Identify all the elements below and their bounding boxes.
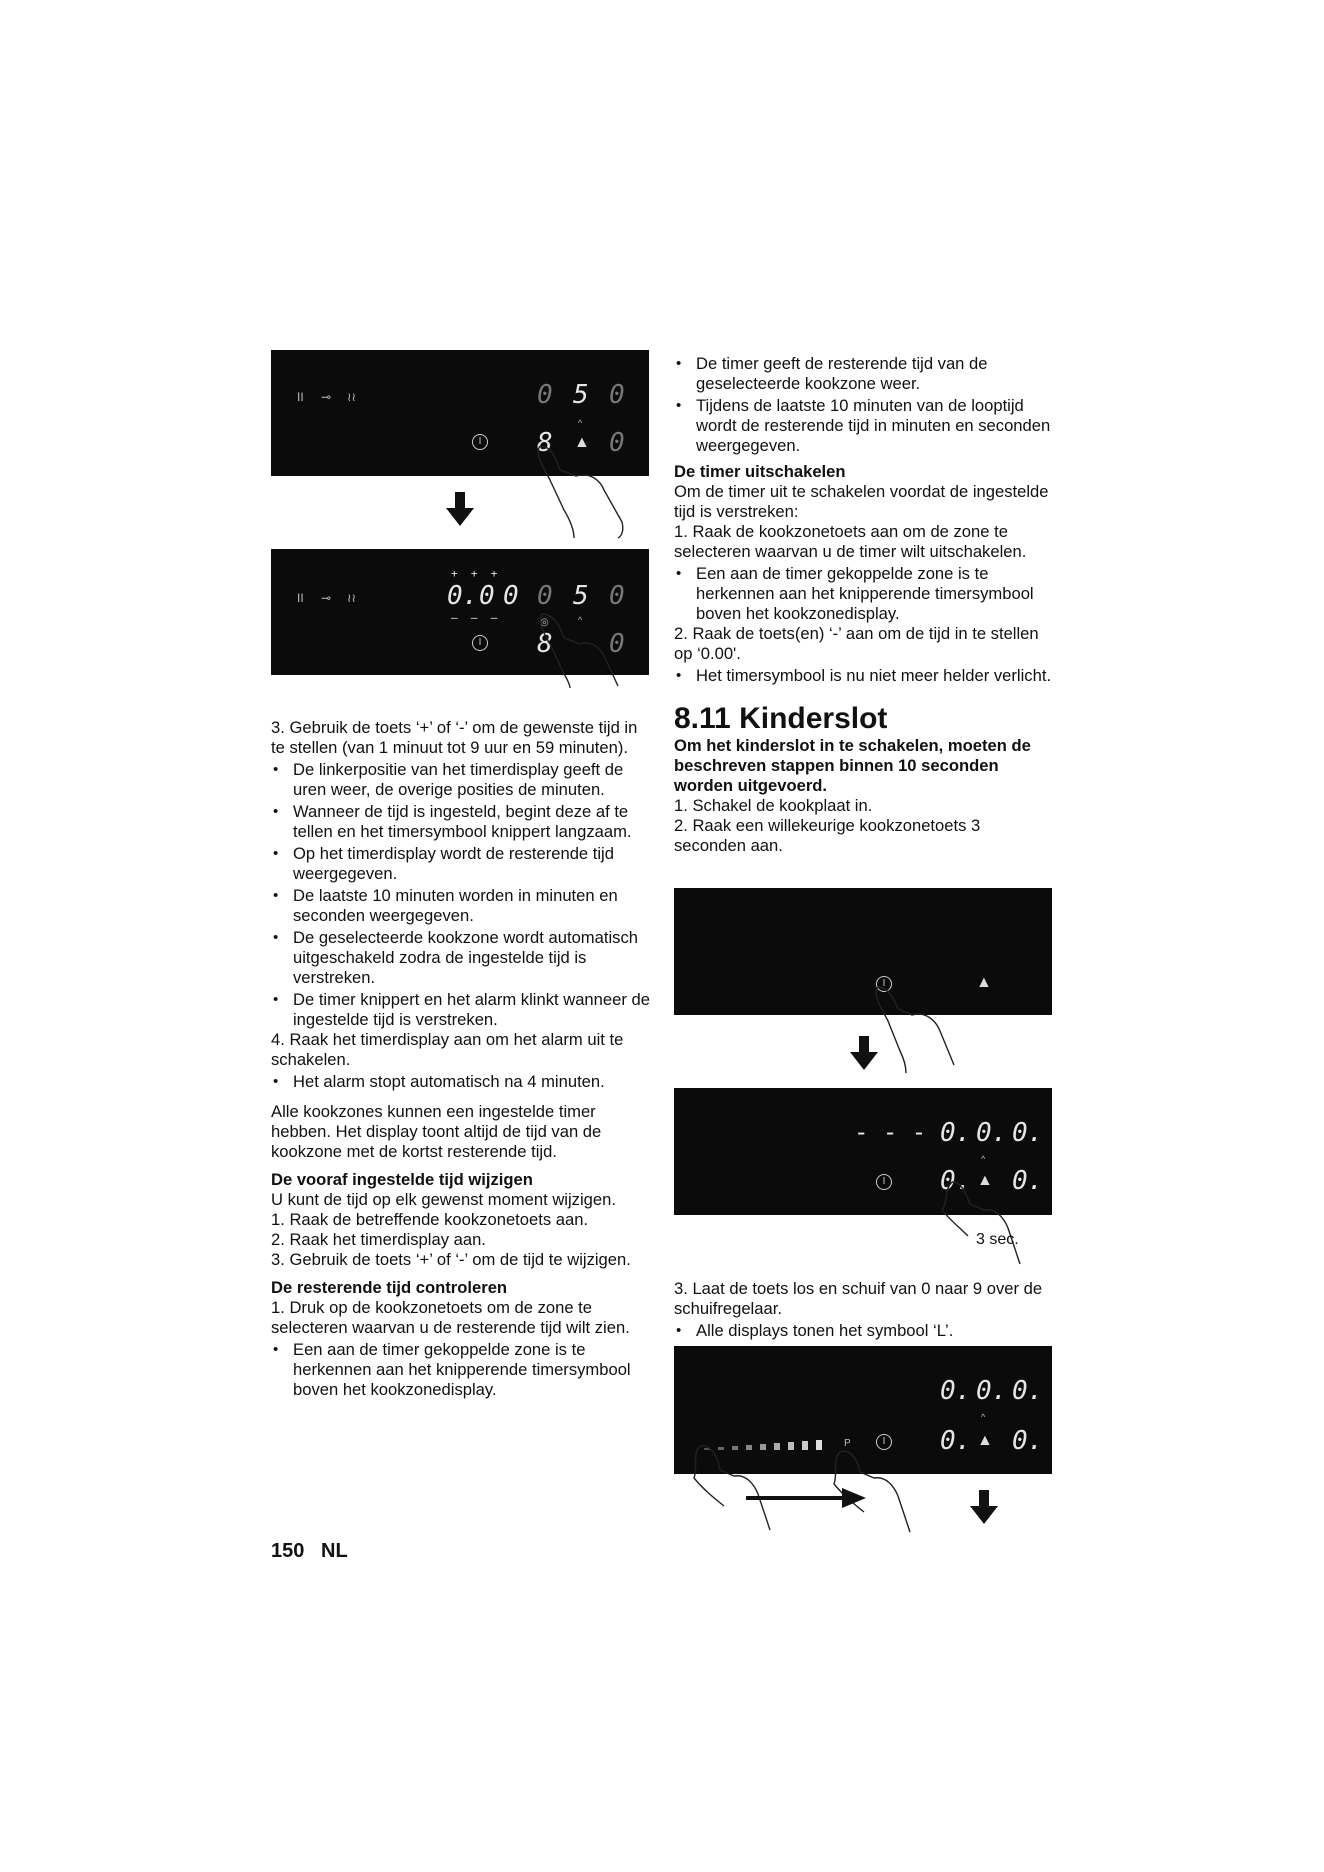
timer-bell-icon[interactable]: ▲ — [574, 434, 590, 451]
section-title: 8.11 Kinderslot — [674, 702, 888, 735]
hold-duration-label: 3 sec. — [976, 1231, 1019, 1248]
slider-end-label: P — [844, 1438, 851, 1449]
step: 2. Raak een willekeurige kookzonetoets 3 seconden aan. — [674, 816, 981, 855]
timer-digit: 0. — [447, 581, 479, 611]
display-digit: 5 — [573, 581, 589, 611]
figure-hob-on — [674, 888, 1052, 1015]
right-column — [674, 352, 1054, 856]
step: 1. Druk op de kookzonetoets om de zone te selecteren waarvan u de resterende tijd wilt zien. — [271, 1298, 630, 1337]
timer-bell-icon: ▲ — [977, 1172, 993, 1189]
left-column — [271, 718, 653, 1400]
zone-digit[interactable]: 8 — [537, 629, 553, 659]
display-digit: 0 — [609, 380, 625, 410]
zone-digit[interactable]: 8 — [537, 428, 553, 458]
key-icon: ⊸ — [321, 390, 332, 404]
pause-icon: II — [297, 390, 304, 404]
timer-bell-icon: ▲ — [976, 974, 992, 991]
display-digit: 0 — [537, 581, 553, 611]
caret-icon: ^ — [981, 1154, 986, 1164]
step-3: 3. Gebruik de toets ‘+’ of ‘-’ om de gewenste tijd in te stellen (van 1 minuut tot 9 uur en 59 minuten). — [271, 718, 638, 757]
list-item: • De geselecteerde kookzone wordt automatisch uitgeschakeld zodra de ingestelde tijd is verstreken. — [271, 928, 653, 988]
display-digit: 5 — [573, 380, 589, 410]
timer-digit: 0 — [479, 581, 495, 611]
list-item: • Alle displays tonen het symbool ‘L’. — [674, 1321, 1054, 1341]
page-footer — [271, 1540, 348, 1563]
caret-icon: ^ — [578, 615, 583, 625]
caret-icon: ^ — [578, 418, 583, 428]
display-digit: 0. — [1012, 1118, 1044, 1148]
down-arrow-icon — [446, 492, 474, 528]
step: 1. Raak de kookzonetoets aan om de zone te selecteren waarvan u de timer wilt uitschakelen. — [674, 522, 1027, 561]
caret-icon: ^ — [981, 1412, 986, 1422]
step-3-lock: 3. Laat de toets los en schuif van 0 naar 9 over de schuifregelaar. — [674, 1279, 1043, 1318]
list-item: • Wanneer de tijd is ingesteld, begint deze af te tellen en het timersymbool knippert langzaam. — [271, 802, 653, 842]
list-item: • De linkerpositie van het timerdisplay geeft de uren weer, de overige posities de minuten. — [271, 760, 653, 800]
down-arrow-icon — [970, 1490, 998, 1526]
display-digit: 0 — [609, 428, 625, 458]
language-code: NL — [321, 1540, 348, 1562]
right-column-lower — [674, 1279, 1054, 1341]
display-digit: 0. — [1012, 1376, 1044, 1406]
subheading-check-time: De resterende tijd controleren — [271, 1278, 508, 1297]
list-item: • Het alarm stopt automatisch na 4 minuten. — [271, 1072, 653, 1092]
section-intro: Om het kinderslot in te schakelen, moeten de beschreven stappen binnen 10 seconden worden uitgevoerd. — [674, 736, 1031, 795]
power-icon[interactable]: I — [876, 976, 892, 992]
hand-icon — [534, 610, 644, 690]
hand-icon — [938, 1180, 1038, 1270]
subheading-timer-off: De timer uitschakelen — [674, 462, 846, 481]
timer-digit: 0 — [503, 581, 519, 611]
key-icon: ⊸ — [321, 591, 332, 605]
hand-icon — [530, 440, 640, 540]
heat-icon: ≀≀ — [347, 591, 356, 605]
display-digit: 0. — [940, 1118, 972, 1148]
display-digit: 0 — [609, 629, 625, 659]
power-icon[interactable]: I — [876, 1434, 892, 1450]
display-digit: 0 — [537, 380, 553, 410]
page-number: 150 — [271, 1540, 305, 1562]
list-item: • De timer geeft de resterende tijd van de geselecteerde kookzone weer. — [674, 354, 1054, 394]
zone-digit[interactable]: 0. — [940, 1166, 972, 1196]
display-digit: 0. — [1012, 1426, 1044, 1456]
power-icon[interactable]: I — [472, 635, 488, 651]
list-item: • Tijdens de laatste 10 minuten van de looptijd wordt de resterende tijd in minuten en seconden weergegeven. — [674, 396, 1054, 456]
paragraph: U kunt de tijd op elk gewenst moment wijzigen. — [271, 1190, 616, 1209]
display-digit: 0. — [976, 1118, 1008, 1148]
paragraph: Om de timer uit te schakelen voordat de ingestelde tijd is verstreken: — [674, 482, 1049, 521]
step: 3. Gebruik de toets ‘+’ of ‘-’ om de tijd te wijzigen. — [271, 1250, 631, 1269]
down-arrow-icon — [850, 1036, 878, 1072]
step: 1. Raak de betreffende kookzonetoets aan. — [271, 1210, 589, 1229]
power-icon[interactable]: I — [876, 1174, 892, 1190]
plus-buttons[interactable]: + + + — [451, 567, 498, 580]
display-digit: 0. — [940, 1376, 972, 1406]
power-icon[interactable]: I — [472, 434, 488, 450]
list-item: • Op het timerdisplay wordt de resterende tijd weergegeven. — [271, 844, 653, 884]
display-digit: 0 — [609, 581, 625, 611]
step: 1. Schakel de kookplaat in. — [674, 796, 873, 815]
list-item: • Een aan de timer gekoppelde zone is te herkennen aan het knipperende timersymbool boven het kookzonedisplay. — [271, 1340, 653, 1400]
display-digit: 0. — [976, 1376, 1008, 1406]
timer-bell-icon: ▲ — [977, 1432, 993, 1449]
paragraph: Alle kookzones kunnen een ingestelde timer hebben. Het display toont altijd de tijd van de kookzone met de kortst resterende tijd. — [271, 1102, 602, 1161]
timer-icon: ◎ — [540, 617, 549, 628]
heat-icon: ≀≀ — [347, 390, 356, 404]
hand-icon — [690, 1440, 920, 1540]
dashes: - - - — [854, 1118, 927, 1146]
list-item: • Een aan de timer gekoppelde zone is te herkennen aan het knipperende timersymbool boven het kookzonedisplay. — [674, 564, 1054, 624]
step: 2. Raak het timerdisplay aan. — [271, 1230, 486, 1249]
step: 2. Raak de toets(en) ‘-’ aan om de tijd in te stellen op ‘0.00'. — [674, 624, 1039, 663]
display-digit: 0. — [1012, 1166, 1044, 1196]
list-item: • Het timersymbool is nu niet meer helder verlicht. — [674, 666, 1054, 686]
pause-icon: II — [297, 591, 304, 605]
step-4: 4. Raak het timerdisplay aan om het alarm uit te schakelen. — [271, 1030, 624, 1069]
list-item: • De laatste 10 minuten worden in minuten en seconden weergegeven. — [271, 886, 653, 926]
subheading-change-time: De vooraf ingestelde tijd wijzigen — [271, 1170, 533, 1189]
minus-buttons[interactable]: – – – — [451, 611, 498, 624]
display-digit: 0. — [940, 1426, 972, 1456]
hand-icon — [874, 985, 984, 1075]
list-item: • De timer knippert en het alarm klinkt wanneer de ingestelde tijd is verstreken. — [271, 990, 653, 1030]
